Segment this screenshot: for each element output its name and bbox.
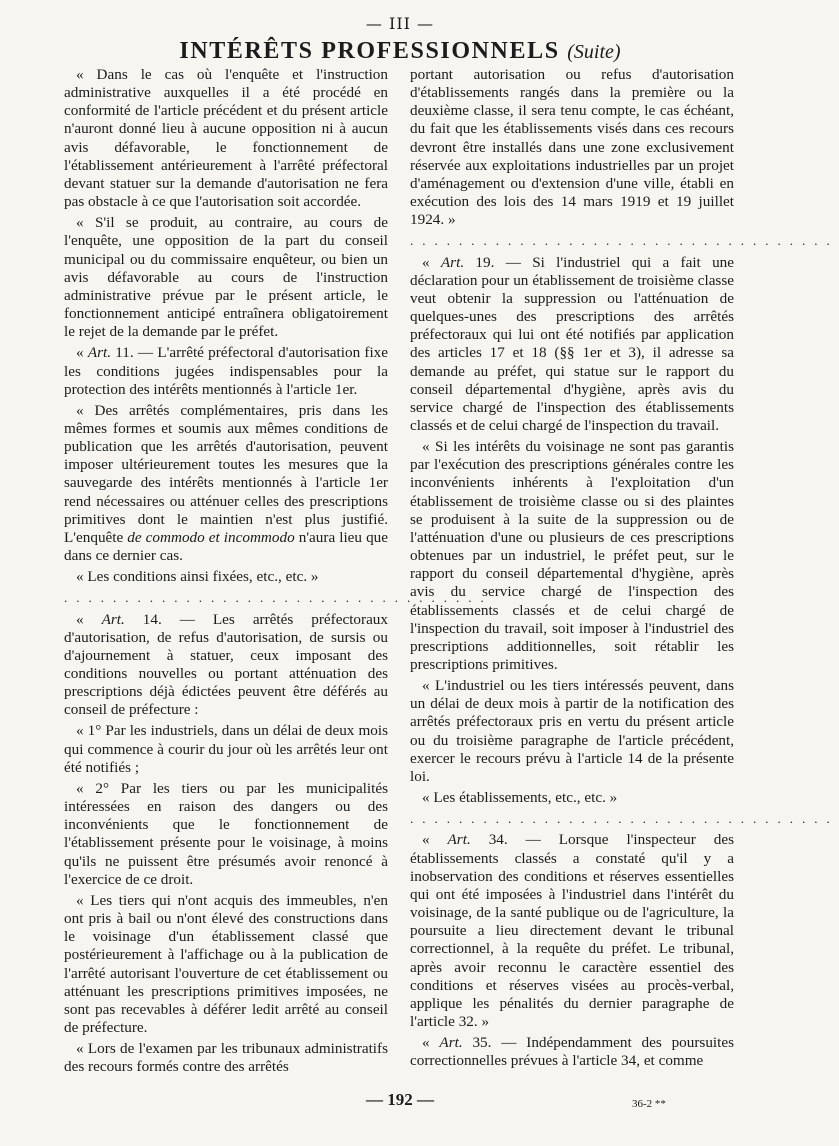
article-text: 35. — Indépendamment des poursuites correctionnelles prévues à l'article 34, et comme xyxy=(410,1034,735,1070)
article-text: 11. — L'arrêté préfectoral d'autorisation fixe les conditions jugées indispensables pour la protection des intérêts mentionnés à l'article 1er. xyxy=(64,344,388,398)
article-text: 14. — Les arrêtés préfectoraux d'autorisation, de refus d'autorisation, de sursis ou d'ajournement à statuer, ceux imposant des conditions nouvelles ou portant atténuation des prescriptions déjà édictées peuvent être déférés au conseil de préfecture : xyxy=(64,610,388,719)
article-label: Art. xyxy=(101,610,125,628)
quote-mark: « xyxy=(76,610,102,628)
article-label: Art. xyxy=(87,344,112,362)
section-number: — III — xyxy=(365,14,435,33)
paragraph: « S'il se produit, au contraire, au cours de l'enquête, une opposition de la part du conseil municipal ou du commissaire enquêteur, ou bien un avis défavorable au cours de l'instruction administrative prévue par le présent article, le fonctionnement anticipé entraînera obligatoirement le rejet de la demande par le préfet. xyxy=(64,214,388,341)
page-title xyxy=(0,38,800,65)
article-label: Art. xyxy=(447,831,471,849)
right-column xyxy=(410,66,839,1070)
ellipsis-separator: ................................... xyxy=(410,233,839,249)
quote-mark: « xyxy=(422,831,448,849)
italic-phrase: de commodo et incommodo xyxy=(127,528,295,546)
paragraph xyxy=(64,402,388,565)
left-column xyxy=(64,66,493,1076)
article-text: 34. — Lorsque l'inspecteur des établissements classés a constaté qu'il y a inobservation des conditions et réserves essentielles qui ont été imposées à l'industriel dans l'intérêt du voisinage, de la santé publique ou de l'agriculture, la poursuite a lieu directement devant le tribunal correctionnel, à la requête du préfet. Le tribunal, après avoir reconnu le caractère essentiel des conditions et réserves visées au procès-verbal, applique les pénalités du dernier paragraphe de l'article 32. » xyxy=(410,831,734,1030)
ellipsis-separator: ................................... xyxy=(410,811,839,827)
paragraph: « Les établissements, etc., etc. » xyxy=(422,789,618,807)
signature-mark: 36-2 ** xyxy=(632,1098,666,1110)
article-text: 19. — Si l'industriel qui a fait une déclaration pour un établissement de troisième classe veut obtenir la suppression ou l'atténuation de quelques-unes des prescriptions des arrêtés préfectoraux qui lui ont été notifiés par application des articles 17 et 18 (§§ 1er et 3), il adresse sa demande au préfet, qui statue sur le rapport du conseil départemental d'hygiène, après avis du service chargé de l'inspection des établissements classés et de celui chargé de l'inspection du travail. xyxy=(410,253,735,434)
paragraph: « L'industriel ou les tiers intéressés peuvent, dans un délai de deux mois à partir de la notification des arrêtés préfectoraux pris en vertu du présent article ou du troisième paragraphe de l'article précédent, exercer le recours prévu à l'article 14 de la présente loi. xyxy=(410,677,734,785)
article-label: Art. xyxy=(439,1034,463,1052)
paragraph: « Lors de l'examen par les tribunaux administratifs des recours formés contre des arrêtés xyxy=(64,1040,388,1076)
paragraph: « Les tiers qui n'ont acquis des immeubles, n'en ont pris à bail ou n'ont élevé des constructions dans le voisinage d'un établissement classé que postérieurement à l'affichage ou à la publication de l'arrêté autorisant l'ouverture de cet établissement ou atténuant les prescriptions primitives imposées, ne sont pas recevables à déférer ledit arrêté au conseil de préfecture. xyxy=(64,891,388,1036)
paragraph: « Dans le cas où l'enquête et l'instruction administrative auxquelles il a été procédé en conformité de l'article précédent et du présent article n'auront donné lieu à aucune opposition ni à aucun avis défavorable, le fonctionnement de l'établissement antérieurement à l'arrêté préfectoral devant statuer sur la demande d'autorisation ne fera pas obstacle à ce que l'autorisation soit accordée. xyxy=(64,66,388,211)
quote-mark: « xyxy=(76,344,88,362)
paragraph: portant autorisation ou refus d'autorisation d'établissements rangés dans la première ou la deuxième classe, il sera tenu compte, le cas échéant, du fait que les établissements visés dans ces recours devront être installés dans une zone exclusivement réservée aux exploitations industrielles par un projet d'aménagement ou d'extension d'une ville, établi en exécution des lois des 14 mars 1919 et 19 juillet 1924. » xyxy=(410,66,734,229)
quote-mark: « xyxy=(422,253,441,271)
article-14 xyxy=(64,611,388,720)
title-suite: (Suite) xyxy=(567,41,621,63)
paragraph: « 1° Par les industriels, dans un délai de deux mois qui commence à courir du jour où les arrêtés leur ont été notifiés ; xyxy=(64,722,388,776)
article-19 xyxy=(410,254,734,436)
quote-mark: « xyxy=(422,1034,440,1052)
article-11 xyxy=(64,344,388,398)
title-text: INTÉRÊTS PROFESSIONNELS xyxy=(179,38,560,64)
paragraph: « 2° Par les tiers ou par les municipalités intéressées en raison des dangers ou des inconvénients que le fonctionnement de l'établissement présente pour le voisinage, à moins qu'ils ne puissent être présumés avoir renoncé à l'exercice de ce droit. xyxy=(64,779,388,888)
text-run: n'aura lieu que dans ce dernier cas. xyxy=(64,528,388,565)
article-label: Art. xyxy=(440,253,465,271)
paragraph: « Si les intérêts du voisinage ne sont pas garantis par l'exécution des prescriptions générales contre les inconvénients inhérents à l'exploitation d'un établissement de troisième classe ou si des plaintes se produisent à la suite de la suppression ou de l'atténuation d'une ou plusieurs de ces prescriptions obtenues par un industriel, le préfet peut, sur le rapport du conseil départemental d'hygiène, après avis du service chargé de l'inspection des établissements classés et de celui chargé de l'inspection du travail, soit imposer à l'industriel des prescriptions additionnelles, soit rétablir les prescriptions primitives. xyxy=(410,438,734,673)
article-34 xyxy=(410,831,734,1031)
page-number: — 192 — xyxy=(366,1090,434,1109)
ellipsis-separator: ................................... xyxy=(64,590,493,606)
article-35 xyxy=(410,1034,734,1070)
paragraph: « Les conditions ainsi fixées, etc., etc. » xyxy=(76,568,319,586)
text-run: « Des arrêtés complémentaires, pris dans les mêmes formes et soumis aux mêmes conditions de publication que les arrêtés d'autorisation, peuvent imposer ultérieurement toutes les mesures que la sauvegarde des intérêts mentionnés à l'article 1er rend nécessaires ou atténuer celles des prescriptions primitives dont le maintien n'est plus justifié. L'enquête xyxy=(64,401,388,546)
